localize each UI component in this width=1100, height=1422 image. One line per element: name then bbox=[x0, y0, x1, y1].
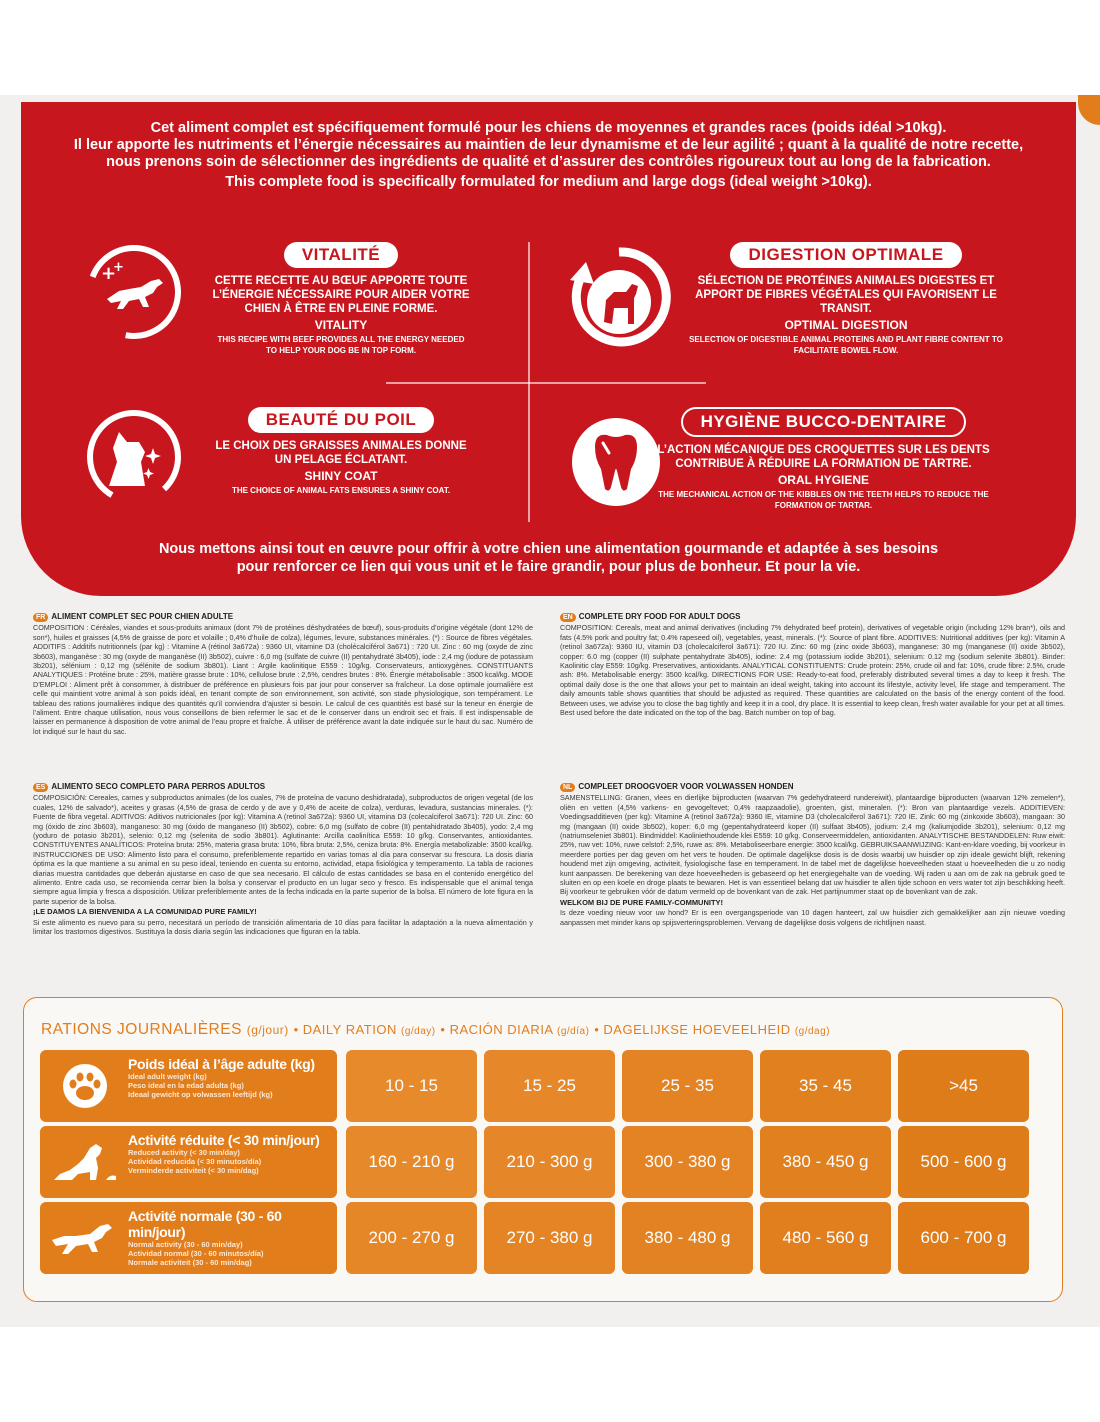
welcome-title: WELKOM BIJ DE PURE FAMILY-COMMUNITY! bbox=[560, 897, 724, 907]
row-label-sub-en: Ideal adult weight (kg) bbox=[128, 1072, 207, 1081]
intro-en: This complete food is specifically formulated for medium and large dogs (ideal weight >10kg). bbox=[225, 174, 872, 190]
rations-title-es: • RACIÓN DIARIA bbox=[440, 1022, 553, 1037]
row-label-sub-en: Normal activity (30 - 60 min/day) bbox=[128, 1240, 243, 1249]
ration-cell: 270 - 380 g bbox=[484, 1202, 615, 1274]
ration-cell: 600 - 700 g bbox=[898, 1202, 1029, 1274]
ration-cell: 10 - 15 bbox=[346, 1050, 477, 1122]
section-title: COMPLEET DROOGVOER VOOR VOLWASSEN HONDEN bbox=[578, 782, 794, 791]
feature-en-title: VITALITY bbox=[314, 318, 368, 332]
section-title: ALIMENTO SECO COMPLETO PARA PERROS ADULTOS bbox=[51, 782, 266, 791]
ration-cell: 15 - 25 bbox=[484, 1050, 615, 1122]
intro-text bbox=[21, 120, 1076, 191]
dog-coat-icon bbox=[79, 402, 189, 512]
feature-en: THE CHOICE OF ANIMAL FATS ENSURES A SHINY COAT. bbox=[231, 486, 451, 495]
feature-vitalite bbox=[211, 242, 471, 356]
row-label-main: Poids idéal à l’âge adulte (kg) bbox=[128, 1056, 315, 1072]
feature-en: THE MECHANICAL ACTION OF THE KIBBLES ON THE TEETH HELPS TO REDUCE THE FORMATION OF TARTAR. bbox=[658, 490, 989, 510]
row-label-sub-es: Actividad reducida (< 30 minutos/día) bbox=[128, 1157, 262, 1166]
row-label-main: Activité normale (30 - 60 min/jour) bbox=[128, 1208, 282, 1240]
rations-unit-en: (g/day) bbox=[400, 1026, 436, 1037]
ration-cell: >45 bbox=[898, 1050, 1029, 1122]
intro-fr-line2: Il leur apporte les nutriments et l’énergie nécessaires au maintien de leur dynamisme et de leur agilité ; quant à la qualité de notre recette, bbox=[73, 137, 1024, 153]
dog-running-icon bbox=[46, 1210, 124, 1266]
row-label-main: Activité réduite (< 30 min/jour) bbox=[128, 1132, 320, 1148]
closing-line1: Nous mettons ainsi tout en œuvre pour offrir à votre chien une alimentation gourmande et adaptée à ses besoins bbox=[158, 541, 939, 557]
ration-cell: 480 - 560 g bbox=[760, 1202, 891, 1274]
welcome-title: ¡LE DAMOS LA BIENVENIDA A LA COMUNIDAD PURE FAMILY! bbox=[33, 907, 257, 917]
section-title: ALIMENT COMPLET SEC POUR CHIEN ADULTE bbox=[51, 612, 234, 621]
ration-cell: 500 - 600 g bbox=[898, 1126, 1029, 1198]
feature-fr: L’ACTION MÉCANIQUE DES CROQUETTES SUR LES DENTS CONTRIBUE À RÉDUIRE LA FORMATION DE TARTRE. bbox=[657, 444, 990, 470]
row-label-sub-en: Reduced activity (< 30 min/day) bbox=[128, 1148, 240, 1157]
feature-beaute-poil bbox=[211, 407, 471, 496]
section-body: COMPOSITION : Céréales, viandes et sous-produits animaux (dont 7% de protéines déshydratées de bœuf), sous-produits d’origine végétale (dont 12% de son*), huiles et graisses (4,5% de graisse de porc et volaille ; 0,4% d’huile de colza), légumes, levure, substances minérales. (*) : Source de fibres végétales. ADDITIFS : Additifs nutritionnels (par kg) : Vitamine A (rétinol 3a672a) : 9360 UI, vitamine D3 (cholécalciférol 3a671) : 720 UI. Zinc : 60 mg (oxyde de zinc 3b603), manganèse : 30 mg (oxyde de manganèse (II) 3b502), cuivre : 6,0 mg (sulfate de cuivre (II) pentahydraté 3b405), iode : 2,4 mg (iodure de potassium 3b201), sélénium : 0,12 mg (sélénite de sodium 3b801). Liant : Argile kaolinitique E559 : 10g/kg. Conservateurs, antioxygènes. CONSTITUANTS ANALYTIQUES : Protéine brute : 25%, matière grasse brute : 10%, cellulose brute : 2,5%, cendres brutes : 8%. Énergie métabolisable : 3500 kcal/kg. MODE D’EMPLOI : Aliment prêt à consommer, à distribuer de préférence en plusieurs fois par jour pour conserver sa fraîcheur. La dose optimale journalière est celle qui maintient votre animal à son poids idéal, en tenant compte de son environnement, son activité, son stade physiologique, son tempérament. Le tableau des rations journalières indique des quantités qu’il conviendra d’ajuster si besoin. Le calcul de ces quantités est basé sur la teneur en énergie de l’aliment. Entre chaque utilisation, nous vous conseillons de bien refermer le sac et de le conserver dans un endroit sec et frais. Il est indispensable de laisser en permanence à disposition de votre animal de l’eau propre et fraîche. À utiliser de préférence avant la date indiquée sur le haut du sac. Numéro de lot indiqué sur le haut du sac. bbox=[33, 623, 533, 736]
row-label-sub-nl: Verminderde activiteit (< 30 min/dag) bbox=[128, 1166, 259, 1175]
feature-digestion bbox=[681, 242, 1011, 356]
rations-title-en: • DAILY RATION bbox=[293, 1022, 397, 1037]
intro-fr-line3: nous prenons soin de sélectionner des ingrédients de qualité et d’assurer des contrôles rigoureux tout au long de la fabrication. bbox=[106, 154, 991, 170]
feature-en-title: ORAL HYGIENE bbox=[777, 473, 870, 487]
row-label-sub-es: Actividad normal (30 - 60 minutos/día) bbox=[128, 1249, 264, 1258]
composition-nl bbox=[560, 782, 1065, 927]
welcome-body: Is deze voeding nieuw voor uw hond? Er is een overgangsperiode van 10 dagen hanteert, zal uw huisdier zich gemakkelijker aan zijn nieuwe voeding aanpassen met minder kans op spijsverteringsproblemen. Vervang de dagelijkse dosis volgens de richtlijnen naast. bbox=[560, 908, 1065, 927]
rations-unit-fr: (g/jour) bbox=[246, 1023, 289, 1037]
ration-cell: 380 - 480 g bbox=[622, 1202, 753, 1274]
benefits-panel bbox=[21, 102, 1076, 596]
feature-en-title: OPTIMAL DIGESTION bbox=[784, 318, 908, 332]
ration-cell: 380 - 450 g bbox=[760, 1126, 891, 1198]
rations-title bbox=[41, 1021, 830, 1039]
flag-nl: NL bbox=[560, 783, 575, 792]
feature-fr: SÉLECTION DE PROTÉINES ANIMALES DIGESTES ET APPORT DE FIBRES VÉGÉTALES QUI FAVORISENT LE TRANSIT. bbox=[695, 275, 997, 315]
ration-cell: 200 - 270 g bbox=[346, 1202, 477, 1274]
flag-en: EN bbox=[560, 613, 576, 622]
feature-title: HYGIÈNE BUCCO-DENTAIRE bbox=[681, 407, 967, 437]
feature-title: BEAUTÉ DU POIL bbox=[248, 407, 435, 433]
feature-en-title: SHINY COAT bbox=[304, 469, 378, 483]
feature-title: VITALITÉ bbox=[284, 242, 398, 268]
flag-fr: FR bbox=[33, 613, 48, 622]
daily-rations-table bbox=[23, 997, 1063, 1302]
feature-fr: LE CHOIX DES GRAISSES ANIMALES DONNE UN PELAGE ÉCLATANT. bbox=[215, 440, 467, 466]
divider-horizontal bbox=[386, 382, 706, 384]
closing-line2: pour renforcer ce lien qui vous unit et le faire grandir, pour plus de bonheur. Et pour la vie. bbox=[236, 559, 861, 575]
rations-title-nl: • DAGELIJKSE HOEVEELHEID bbox=[594, 1022, 791, 1037]
section-title: COMPLETE DRY FOOD FOR ADULT DOGS bbox=[578, 612, 741, 621]
rations-unit-nl: (g/dag) bbox=[794, 1026, 830, 1037]
svg-text:+: + bbox=[101, 263, 117, 284]
intro-fr-line1: Cet aliment complet est spécifiquement formulé pour les chiens de moyennes et grandes races (poids idéal >10kg). bbox=[150, 120, 947, 136]
composition-es bbox=[33, 782, 533, 937]
dog-digestion-icon bbox=[564, 242, 674, 352]
feature-en: THIS RECIPE WITH BEEF PROVIDES ALL THE ENERGY NEEDED TO HELP YOUR DOG BE IN TOP FORM. bbox=[217, 335, 465, 355]
paw-icon bbox=[46, 1058, 124, 1114]
composition-fr bbox=[33, 612, 533, 736]
ration-cell: 25 - 35 bbox=[622, 1050, 753, 1122]
rations-unit-es: (g/día) bbox=[557, 1026, 590, 1037]
feature-hygiene bbox=[646, 407, 1001, 511]
section-body: COMPOSICIÓN: Cereales, carnes y subproductos animales (de los cuales, 7% de proteína de vacuno deshidratada), subproductos de origen vegetal (de los cuales, 12% de salvado*), aceites y grasas (4,5% de grasa de cerdo y de ave y 0,4% de aceite de colza), verduras, levadura, sustancias minerales. (*): Fuente de fibra vegetal. ADITIVOS: Aditivos nutricionales (por kg): Vitamina A (retinol 3a672a): 9360 UI, vitamina D3 (colecalciferol 3a671): 720 UI. Zinc: 60 mg (óxido de zinc 3b603), manganeso: 30 mg (óxido de manganeso (II) 3b502), cobre: 6,0 mg (sulfato de cobre (II) pentahidratado 3b405), yodo: 2,4 mg (yoduro de potasio 3b201), selenio: 0,12 mg (selenita de sodio 3b801). Aglutinante: Arcilla caolinítica E559: 10 g/kg. Conservantes, antioxidantes. CONSTITUYENTES ANALÍTICOS: Proteína bruta: 25%, materia grasa bruta: 10%, fibra bruta: 2,5%, ceniza bruta: 8%. Energía metabolizable: 3500 kcal/kg. INSTRUCCIONES DE USO: Alimento listo para el consumo, preferiblemente repartido en varias tomas al día para conservar su frescura. La dosis diaria óptima es la que mantiene a su animal en su peso ideal, teniendo en cuenta su entorno, actividad, etapa fisiológica y temperamento. La tabla de raciones diarias muestra cantidades que deberán ajustarse en caso de que sea necesario. El cálculo de estas cantidades se basa en el contenido energético del alimento. Entre cada uso, se recomienda cerrar bien la bolsa y conservar el producto en un lugar seco y fresco. Es indispensable que el animal tenga siempre agua limpia y fresca a disposición. Utilizar preferiblemente antes de la fecha indicada en la parte superior de la bolsa. El número de lote figura en la parte superior de la bolsa. bbox=[33, 793, 533, 906]
svg-text:+: + bbox=[113, 260, 124, 275]
section-body: SAMENSTELLING: Granen, vlees en dierlijke bijproducten (waarvan 7% gedehydrateerd rundereiwit), plantaardige bijproducten (waarvan 12% zemelen*), oliën en vetten (4,5% varkens- en gevogeltevet; 0,4% raapzaadolie), groenten, gist, mineralen. (*): Bron van plantaardige vezels. ADDITIEVEN: Voedingsadditieven (per kg): Vitamine A (retinol 3a672a): 9360 IE, vitamine D3 (cholecalciferol 3a671): 720 IE. Zink: 60 mg (zinkoxide 3b603), mangaan: 30 mg (mangaan (II) oxide 3b502), koper: 6,0 mg (gepentahydrateerd koper (II) sulfaat 3b405), jodium: 2,4 mg (kaliumjodide 3b201), selenium: 0,12 mg (natriumseleniet 3b801). Bindmiddel: Kaoliniethoudende klei E559: 10 g/kg. Conserveermiddelen, antioxidanten. ANALYTISCHE BESTANDDELEN: Ruw eiwit: 25%, ruw vet: 10%, ruwe celstof: 2,5%, ruwe as: 8%. Metaboliseerbare energie: 3500 kcal/kg. GEBRUIKSAANWIJZING: Kant-en-klare voeding, bij voorkeur in meerdere porties per dag geven om het vers te houden. De optimale dagelijkse dosis is de dosis waarbij uw huisdier op zijn ideale gewicht blijft, rekening houdend met zijn omgeving, activiteit, fysiologische fase en temperament. In de tabel met de dagelijkse hoeveelheden staat u hoeveelheden die u zo nodig kunt aanpassen. De berekening van deze hoeveelheden is gebaseerd op het energiegehalte van de voeding. Wij raden u aan om de zak na gebruik goed te sluiten en op een koele en droge plaats te bewaren. Het is van essentieel belang dat uw huisdier te allen tijde schoon en vers water tot zijn beschikking heeft. Bij voorkeur te gebruiken vóór de datum vermeld op de bovenkant van de zak. Het partijnummer staat op de bovenkant van de zak. bbox=[560, 793, 1065, 897]
ration-cell: 160 - 210 g bbox=[346, 1126, 477, 1198]
composition-en bbox=[560, 612, 1065, 717]
section-body: COMPOSITION: Cereals, meat and animal derivatives (including 7% dehydrated beef protein), derivatives of vegetable origin (including 12% bran*), oils and fats (4.5% pork and poultry fat; 0.4% rapeseed oil), vegetables, yeast, minerals. (*): Source of plant fibre. ADDITIVES: Nutritional additives (per kg): Vitamin A (retinol 3a672a): 9360 IU, vitamin D3 (cholecalciferol 3a671): 720 IU. Zinc: 60 mg (zinc oxide 3b603), manganese: 30 mg (manganese (II) oxide 3b502), copper: 6.0 mg (copper (II) sulphate pentahydrate 3b405), iodine: 2.4 mg (potassium iodide 3b201), selenium: 0.12 mg (sodium selenite 3b801). Binder: Kaolinitic clay E559: 10g/kg. Preservatives, antioxidants. ANALYTICAL CONSTITUENTS: Crude protein: 25%, crude oil and fat: 10%, crude fibre: 2.5%, crude ash: 8%. Metabolisable energy: 3500 kcal/kg. DIRECTIONS FOR USE: Ready-to-eat food, preferably distributed several times a day to keep it fresh. The optimal daily dose is the one that allows your pet to maintain an ideal weight, taking into account its lifestyle, activity level, life stage and temperament. The daily amounts table shows quantities that should be adjusted as required. These quantities are calculated on the basis of the energy content of the food. Between uses, we advise you to close the bag tightly and keep it in a cool, dry place. It is essential to keep clean, fresh water available for your pet at all times. Best used before the date indicated on the top of the bag. Batch number on top of bag. bbox=[560, 623, 1065, 718]
ration-cell: 210 - 300 g bbox=[484, 1126, 615, 1198]
flag-es: ES bbox=[33, 783, 48, 792]
ration-row-reduced-activity bbox=[40, 1126, 1050, 1198]
row-label bbox=[40, 1050, 337, 1122]
row-label bbox=[40, 1126, 337, 1198]
row-label-sub-nl: Ideaal gewicht op volwassen leeftijd (kg) bbox=[128, 1090, 273, 1099]
dog-running-icon bbox=[79, 237, 189, 347]
rations-title-fr: RATIONS JOURNALIÈRES bbox=[41, 1021, 242, 1038]
row-label bbox=[40, 1202, 337, 1274]
dog-sitting-icon bbox=[46, 1134, 124, 1190]
closing-text bbox=[21, 540, 1076, 576]
ration-cell: 300 - 380 g bbox=[622, 1126, 753, 1198]
feature-en: SELECTION OF DIGESTIBLE ANIMAL PROTEINS AND PLANT FIBRE CONTENT TO FACILITATE BOWEL FLOW. bbox=[689, 335, 1003, 355]
ration-row-weight bbox=[40, 1050, 1050, 1122]
row-label-sub-es: Peso ideal en la edad adulta (kg) bbox=[128, 1081, 244, 1090]
welcome-body: Si este alimento es nuevo para su perro, necesitará un período de transición alimentaria de 10 días para facilitar la adaptación a la nueva alimentación y limitar los trastornos digestivos. Sustituya la dosis diaria según las indicaciones que figuran en la tabla. bbox=[33, 917, 533, 937]
feature-fr: CETTE RECETTE AU BŒUF APPORTE TOUTE L’ÉNERGIE NÉCESSAIRE POUR AIDER VOTRE CHIEN À ÊTRE EN PLEINE FORME. bbox=[212, 275, 470, 315]
feature-title: DIGESTION OPTIMALE bbox=[730, 242, 961, 268]
ration-cell: 35 - 45 bbox=[760, 1050, 891, 1122]
row-label-sub-nl: Normale activiteit (30 - 60 min/dag) bbox=[128, 1258, 252, 1267]
ration-row-normal-activity bbox=[40, 1202, 1050, 1274]
